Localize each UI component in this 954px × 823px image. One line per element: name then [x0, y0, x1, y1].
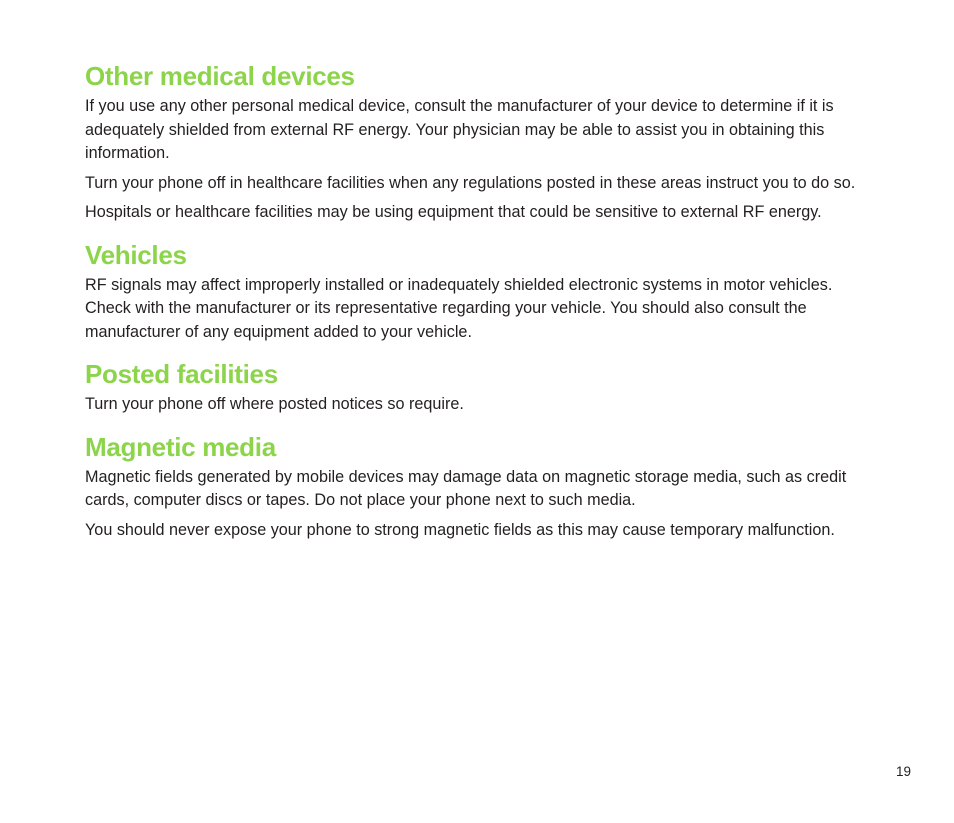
- paragraph: Turn your phone off where posted notices so require.: [85, 395, 464, 413]
- section-title: Other medical devices: [85, 61, 355, 91]
- section-title: Posted facilities: [85, 359, 278, 389]
- section-magnetic-media: [85, 431, 865, 543]
- paragraph: Turn your phone off in healthcare facilities when any regulations posted in these areas instruct you to do so.: [85, 173, 856, 192]
- paragraph: You should never expose your phone to strong magnetic fields as this may cause temporary malfunction.: [85, 520, 835, 539]
- paragraph: If you use any other personal medical device, consult the manufacturer of your device to determine if it is adequately shielded from external RF energy. Your physician may be able to assist you in obtaining this information.: [85, 97, 834, 162]
- section-vehicles: [85, 239, 865, 345]
- paragraph: Hospitals or healthcare facilities may be using equipment that could be sensitive to external RF energy.: [85, 203, 822, 221]
- section-title: Magnetic media: [85, 431, 276, 462]
- section-other-medical-devices: [85, 60, 865, 225]
- page-number: 19: [895, 764, 911, 779]
- section-posted-facilities: [85, 358, 865, 417]
- section-title: Vehicles: [85, 239, 187, 270]
- page-content: [85, 60, 865, 556]
- paragraph: RF signals may affect improperly installed or inadequately shielded electronic systems in motor vehicles. Check with the manufacturer or its representative regarding your vehicle. You should also consult the manufacturer of any equipment added to your vehicle.: [85, 275, 833, 341]
- paragraph: Magnetic fields generated by mobile devices may damage data on magnetic storage media, such as credit cards, computer discs or tapes. Do not place your phone next to such media.: [85, 467, 847, 509]
